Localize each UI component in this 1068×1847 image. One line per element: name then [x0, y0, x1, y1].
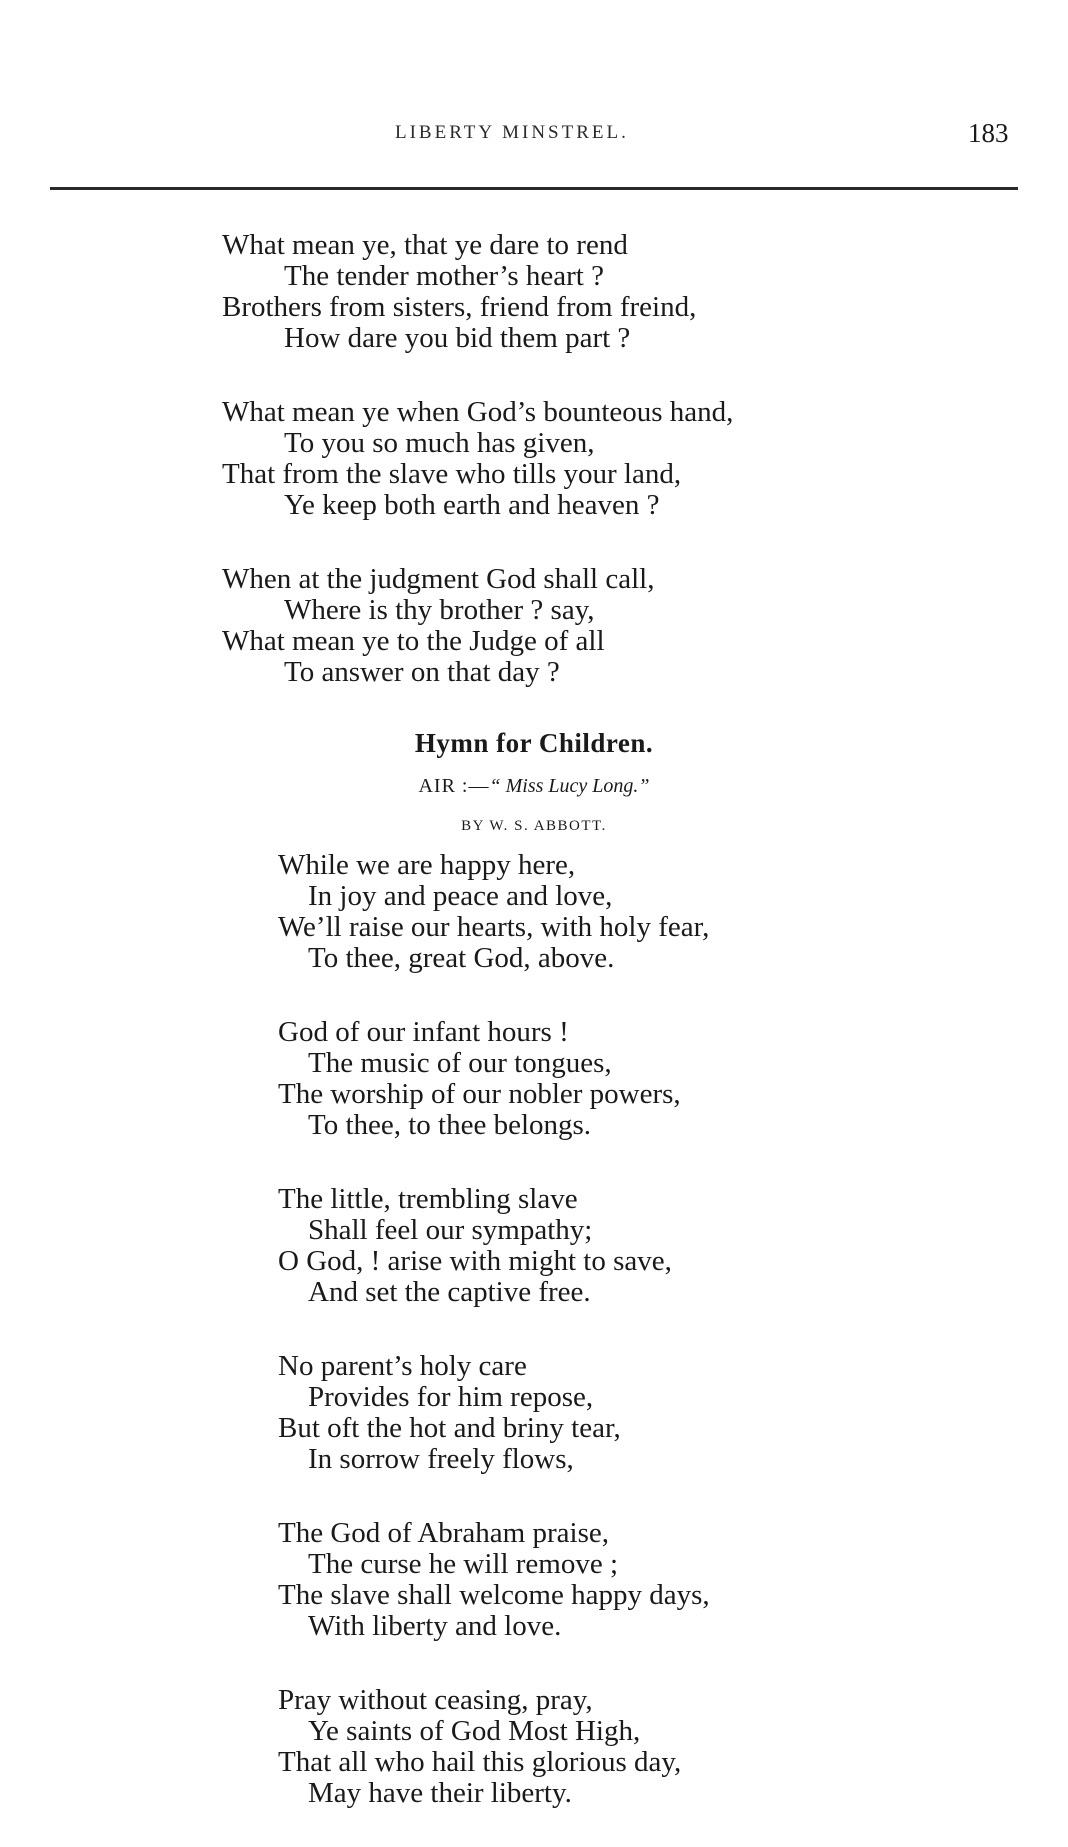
verse-line: O God, ! arise with might to save,: [278, 1245, 672, 1277]
stanza: [278, 1184, 710, 1308]
verse-line: The God of Abraham praise,: [278, 1517, 609, 1549]
verse-line: To answer on that day ?: [284, 656, 560, 688]
author-byline: BY W. S. ABBOTT.: [461, 818, 607, 834]
verse-line: The tender mother’s heart ?: [284, 260, 604, 292]
stanza: [222, 230, 733, 354]
air-label: AIR :—: [418, 775, 490, 797]
verse-line: Ye keep both earth and heaven ?: [284, 489, 660, 521]
verse-line: But oft the hot and briny tear,: [278, 1412, 621, 1444]
stanza: [278, 1351, 710, 1475]
stanza: [278, 1017, 710, 1141]
stanza: [222, 564, 733, 688]
verse-line: No parent’s holy care: [278, 1350, 527, 1382]
verse-line: Pray without ceasing, pray,: [278, 1684, 593, 1716]
stanza: [222, 397, 733, 521]
running-header: [0, 118, 1068, 158]
stanza: [278, 1518, 710, 1642]
air-line: [0, 775, 1068, 798]
verse-line: While we are happy here,: [278, 849, 576, 881]
verse-line: How dare you bid them part ?: [284, 322, 631, 354]
stanza: [278, 850, 710, 974]
running-title: LIBERTY MINSTREL.: [395, 122, 629, 143]
page-number: 183: [968, 118, 1009, 148]
verse-line: What mean ye when God’s bounteous hand,: [222, 396, 734, 428]
verse-line: To you so much has given,: [284, 427, 595, 459]
verse-line: To thee, to thee belongs.: [308, 1109, 592, 1141]
verse-line: What mean ye to the Judge of all: [222, 625, 605, 657]
verse-line: To thee, great God, above.: [308, 942, 615, 974]
verse-line: In sorrow freely flows,: [308, 1443, 574, 1475]
verse-line: The slave shall welcome happy days,: [278, 1579, 710, 1611]
verse-line: We’ll raise our hearts, with holy fear,: [278, 911, 710, 943]
verse-line: Ye saints of God Most High,: [308, 1715, 641, 1747]
verse-line: The curse he will remove ;: [308, 1548, 619, 1580]
verse-line: May have their liberty.: [308, 1777, 572, 1809]
verse-line: Provides for him repose,: [308, 1381, 594, 1413]
verse-line: The little, trembling slave: [278, 1183, 578, 1215]
header-rule: [50, 187, 1018, 190]
verse-line: God of our infant hours !: [278, 1016, 569, 1048]
hymn-body: [278, 850, 710, 1809]
verse-line: That all who hail this glorious day,: [278, 1746, 682, 1778]
verse-line: Brothers from sisters, friend from freind,: [222, 291, 697, 323]
verse-line: Shall feel our sympathy;: [308, 1214, 593, 1246]
verse-line: That from the slave who tills your land,: [222, 458, 682, 490]
poem-continued: [222, 230, 733, 688]
hymn-title: Hymn for Children.: [414, 728, 654, 758]
verse-line: The music of our tongues,: [308, 1047, 612, 1079]
verse-line: With liberty and love.: [308, 1610, 562, 1642]
stanza: [278, 1685, 710, 1809]
air-name: “ Miss Lucy Long.”: [489, 775, 650, 797]
verse-line: In joy and peace and love,: [308, 880, 613, 912]
verse-line: What mean ye, that ye dare to rend: [222, 229, 628, 261]
verse-line: When at the judgment God shall call,: [222, 563, 655, 595]
verse-line: Where is thy brother ? say,: [284, 594, 595, 626]
verse-line: The worship of our nobler powers,: [278, 1078, 681, 1110]
verse-line: And set the captive free.: [308, 1276, 591, 1308]
